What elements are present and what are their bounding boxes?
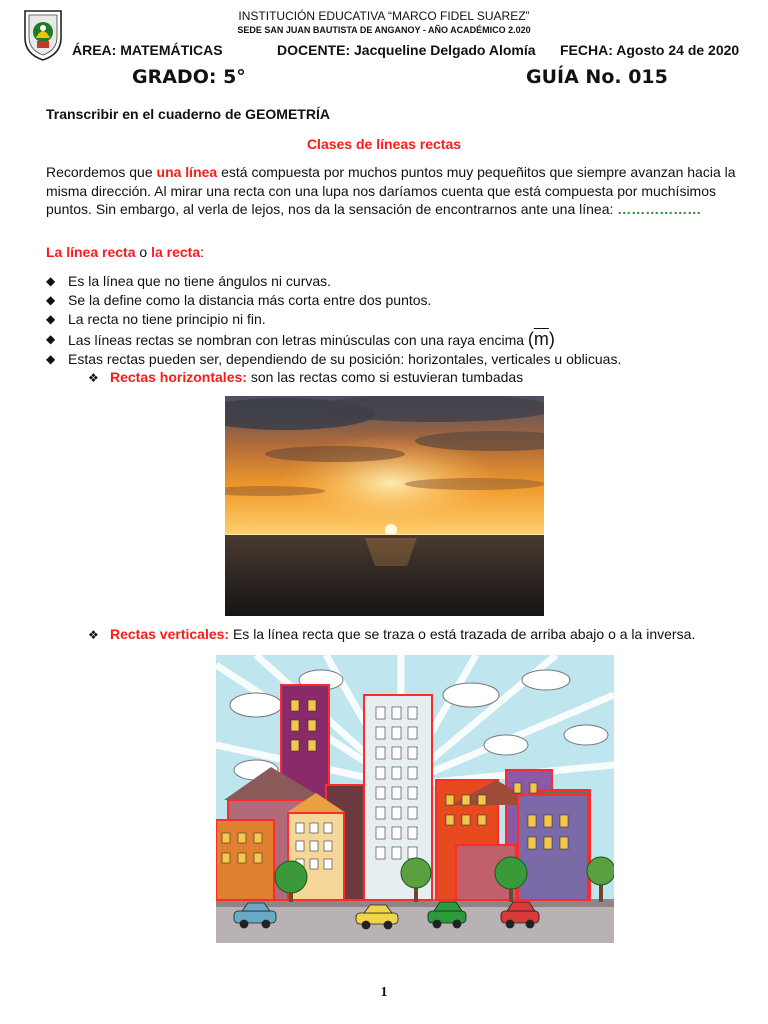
- sunset-horizon-image: [225, 396, 544, 616]
- page-number: 1: [380, 985, 388, 1000]
- vertical-lines-item: [88, 626, 695, 642]
- bullet-text: Estas rectas pueden ser, dependiendo de su posición: horizontales, verticales u oblicuas.: [68, 351, 622, 367]
- intro-paragraph: [46, 163, 736, 219]
- bullet-text: Se la define como la distancia más corta entre dos puntos.: [68, 292, 432, 308]
- diamond-bullet-icon: ◆: [46, 312, 56, 326]
- instruction-text: Transcribir en el cuaderno de GEOMETRÍA: [46, 106, 330, 122]
- diamond-bullet-icon: ◆: [46, 352, 56, 366]
- section-title: Clases de líneas rectas: [306, 136, 462, 152]
- star-bullet-icon: ❖: [88, 628, 99, 642]
- vertical-label: Rectas verticales:: [110, 626, 230, 642]
- diamond-bullet-icon: ◆: [46, 332, 56, 346]
- date-label: FECHA: Agosto 24 de 2020: [560, 42, 740, 58]
- recta-term-1: La línea recta: [46, 244, 136, 260]
- vertical-text: Es la línea recta que se traza o está trazada de arriba abajo o a la inversa.: [229, 626, 696, 642]
- recta-connector: o: [135, 244, 152, 260]
- sede-line: SEDE SAN JUAN BAUTISTA DE ANGANOY - AÑO ACADÉMICO 2.020: [237, 25, 531, 35]
- intro-highlight: una línea: [156, 164, 218, 180]
- diamond-bullet-icon: ◆: [46, 274, 56, 288]
- horizontal-lines-item: [88, 369, 523, 385]
- bullet-text: Es la línea que no tiene ángulos ni curvas.: [68, 273, 332, 289]
- recta-term-2: la recta: [151, 244, 201, 260]
- line-notation-symbol: $(\overline{m})$: [527, 329, 555, 349]
- city-buildings-image: [216, 655, 614, 943]
- area-label: ÁREA: MATEMÁTICAS: [72, 42, 223, 58]
- diamond-bullet-icon: ◆: [46, 293, 56, 307]
- intro-dots: ………………: [617, 201, 702, 217]
- horizontal-text: son las rectas como si estuvieran tumbadas: [246, 369, 524, 385]
- teacher-label: DOCENTE: Jacqueline Delgado Alomía: [277, 42, 536, 58]
- horizontal-label: Rectas horizontales:: [110, 369, 247, 385]
- grade-label: GRADO: 5°: [132, 66, 246, 88]
- institution-name: INSTITUCIÓN EDUCATIVA “MARCO FIDEL SUAREZ”: [238, 9, 530, 23]
- intro-text-body: está compuesta por muchos puntos muy pequeñitos que siempre avanzan hacia la misma dirección. Al mirar una recta con una lupa nos daríamos cuenta que está compuesta por muchísimos puntos. Sin embargo, al verla de lejos, nos da la sensación de encontrarnos ante una línea:: [46, 164, 736, 217]
- guide-number: GUÍA No. 015: [526, 66, 668, 88]
- bullet-text: La recta no tiene principio ni fin.: [68, 311, 266, 327]
- bullet-text: Las líneas rectas se nombran con letras minúsculas con una raya encima $(\overline{m})$: [68, 329, 555, 349]
- recta-heading: [46, 244, 204, 260]
- recta-colon: :: [200, 244, 205, 260]
- intro-text-start: Recordemos que: [46, 164, 157, 180]
- star-bullet-icon: ❖: [88, 371, 99, 385]
